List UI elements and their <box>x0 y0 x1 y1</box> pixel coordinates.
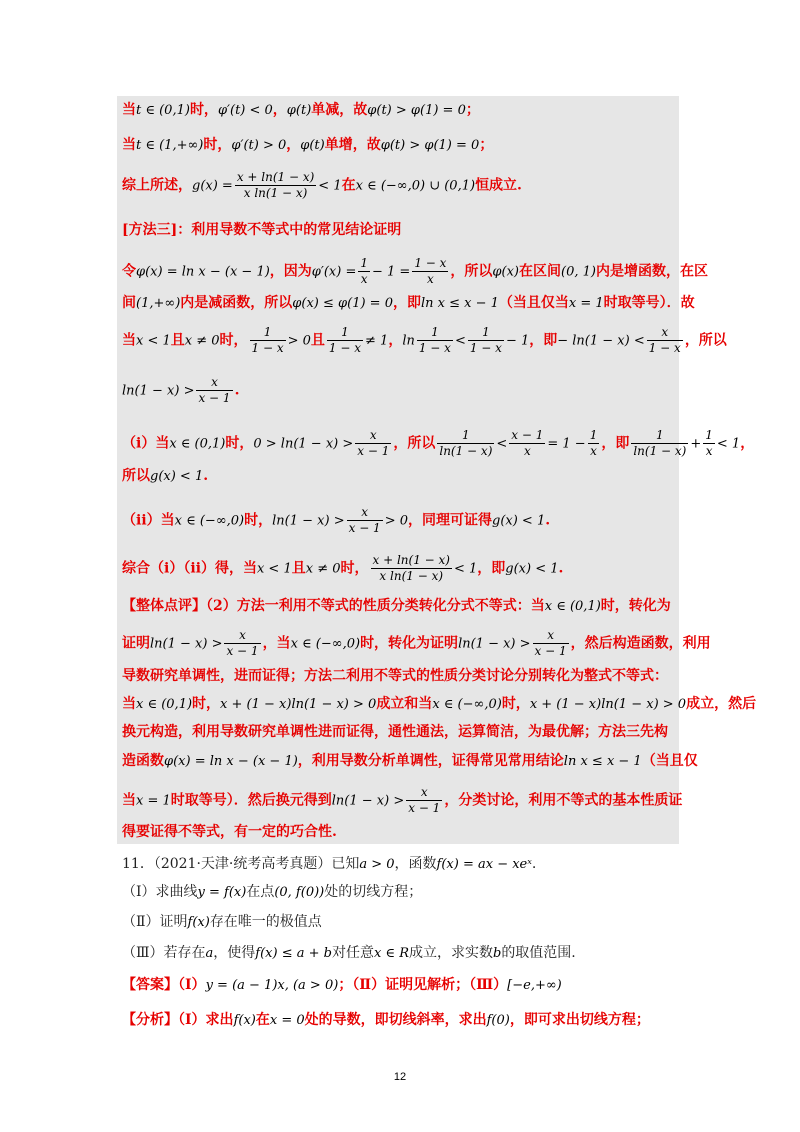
review-line-6: 造函数φ(x) = ln x − (x − 1)，利用导数分析单调性，证得常见常用结论ln x ≤ x − 1（当且仅 <box>122 753 698 769</box>
method3-line-1: 令φ(x) = ln x − (x − 1)，因为φ′(x) = $\frac{1}{x}$ − 1 = $\frac{1 - x}{x}$ ，所以φ(x)在区间(0, 1)内是增函数，在区 <box>122 256 708 286</box>
analysis-label: 【分析】 <box>122 1012 178 1028</box>
case-2-line: （ⅱ）当x ∈ (−∞,0)时，ln(1 − x) > $\frac{x}{x - 1}$ > 0，同理可证得g(x) < 1. <box>122 505 551 535</box>
analysis-line: 【分析】（Ⅰ）求出f(x)在x = 0处的导数，即切线斜率，求出f(0)，即可求出切线方程； <box>122 1012 650 1028</box>
page-number: 12 <box>393 1071 407 1083</box>
summary-line: 综上所述，g(x) = $\frac{x + \ln(1 - x)}{\text{x ln(1 − x)}}$ < 1在x ∈ (−∞,0) ∪ (0,1)恒成立. <box>122 170 522 200</box>
solution-line-2: 当t ∈ (1,+∞)时，φ′(t) > 0，φ(t)单增，故φ(t) > φ(1) = 0； <box>122 137 494 153</box>
solution-line-1: 当t ∈ (0,1)时，φ′(t) < 0，φ(t)单减，故φ(t) > φ(1) = 0； <box>122 102 480 118</box>
problem-part-1: （Ⅰ）求曲线y = f(x)在点(0, f(0))处的切线方程； <box>122 884 423 900</box>
method3-line-2: 间(1,+∞)内是减函数，所以φ(x) ≤ φ(1) = 0，即ln x ≤ x − 1（当且仅当x = 1时取等号）．故 <box>122 295 695 311</box>
review-line-4: 当x ∈ (0,1)时，x + (1 − x)ln(1 − x) > 0成立和当x ∈ (−∞,0)时，x + (1 − x)ln(1 − x) > 0成立，然后 <box>122 696 757 712</box>
method3-line-4: ln(1 − x) > $\frac{x}{x - 1}$ . <box>122 375 240 405</box>
combine-line: 综合（ⅰ）（ⅱ）得，当x < 1且x ≠ 0时， $\frac{x + \ln(1 - x)}{\text{x ln(1 − x)}}$ < 1，即g(x) < 1. <box>122 553 564 583</box>
review-line-5: 换元构造，利用导数研究单调性进而证得，通性通法，运算简洁，为最优解；方法三先构 <box>122 724 668 740</box>
method3-line-3: 当x < 1且x ≠ 0时， $\frac{1}{1 - x}$ > 0且 $\frac{1}{1 - x}$ ≠ 1，ln $\frac{1}{1 - x}$ < $\frac{1}{1 - x}$ − 1，即− ln(1 − x) < $\frac{x}{1 - x}$ ，所以 <box>122 325 727 355</box>
review-line-2: 证明ln(1 − x) > $\frac{x}{x - 1}$ ，当x ∈ (−∞,0)时，转化为证明ln(1 − x) > $\frac{x}{x - 1}$ ，然后构造函数，利用 <box>122 628 711 658</box>
review-line-8: 得要证得不等式，有一定的巧合性. <box>122 824 337 840</box>
problem-part-3: （Ⅲ）若存在a，使得f(x) ≤ a + b对任意x ∈ R成立，求实数b的取值范围. <box>122 945 576 961</box>
problem-part-2: （Ⅱ）证明f(x)存在唯一的极值点 <box>122 914 322 930</box>
answer-line: 【答案】（Ⅰ）y = (a − 1)x, (a > 0)；（Ⅱ）证明见解析；（Ⅲ）[−e,+∞) <box>122 977 562 993</box>
review-line-3: 导数研究单调性，进而证得；方法二利用不等式的性质分类讨论分别转化为整式不等式： <box>122 668 668 684</box>
case-1-line: （ⅰ）当x ∈ (0,1)时，0 > ln(1 − x) > $\frac{x}{x - 1}$ ，所以 $\frac{1}{\ln(1 - x)}$ < $\frac{x - 1}{x}$ = 1 − $\frac{1}{x}$ ，即 $\frac{1}{\ln(1 - x)}$ + $\frac{1}{x}$ < 1， <box>122 428 755 458</box>
case-1-conclusion: 所以g(x) < 1. <box>122 468 209 484</box>
review-line-1: 【整体点评】（2）方法一利用不等式的性质分类转化分式不等式：当x ∈ (0,1)时，转化为 <box>122 598 671 614</box>
answer-label: 【答案】 <box>122 977 178 993</box>
review-line-7: 当x = 1时取等号）．然后换元得到ln(1 − x) > $\frac{x}{x - 1}$ ，分类讨论，利用不等式的基本性质证 <box>122 785 683 815</box>
problem-stem: 11．（2021·天津·统考高考真题）已知a > 0，函数f(x) = ax − xeˣ. <box>122 856 537 872</box>
method3-title: [方法三]：利用导数不等式中的常见结论证明 <box>122 222 402 238</box>
